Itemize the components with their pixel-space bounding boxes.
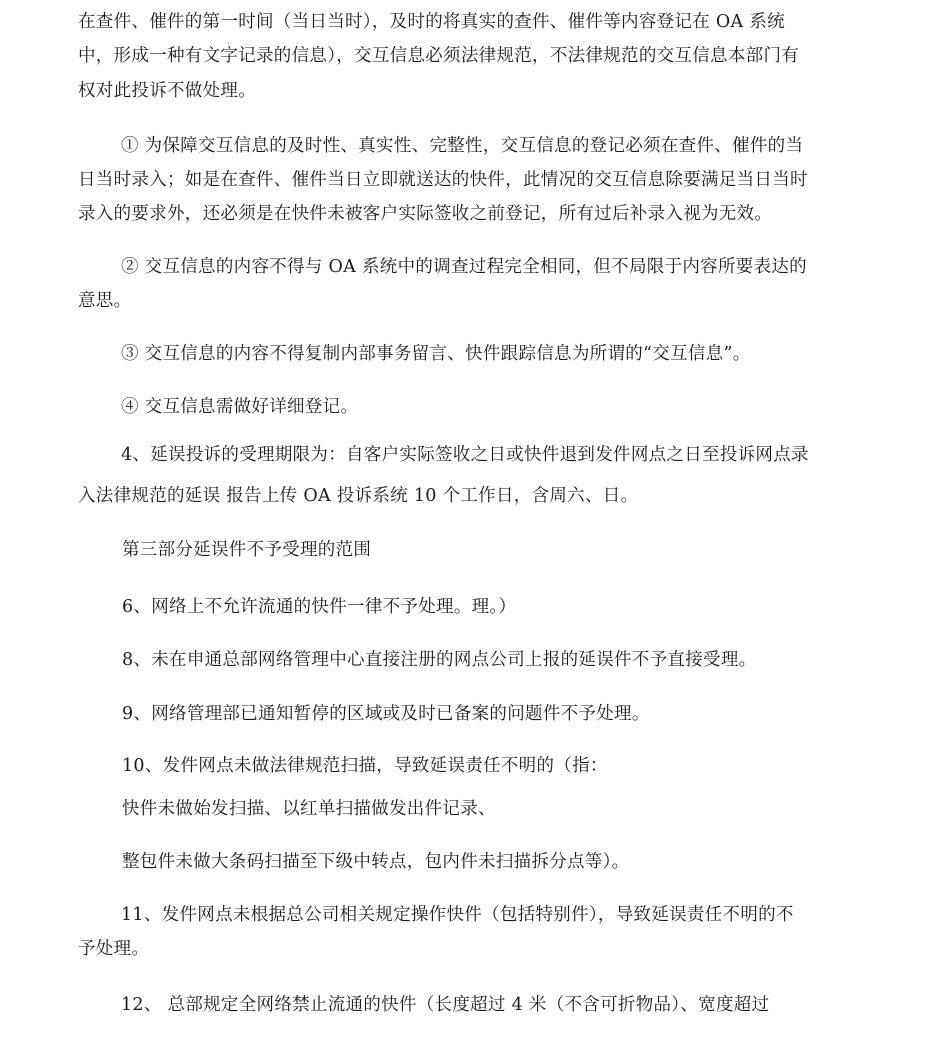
paragraph-line: 在查件、催件的第一时间（当日当时），及时的将真实的查件、催件等内容登记在 OA 系统 xyxy=(78,12,785,32)
list-item-4: ④ 交互信息需做好详细登记。 xyxy=(121,397,359,417)
paragraph-10-line: 整包件未做大条码扫描至下级中转点，包内件未扫描拆分点等）。 xyxy=(122,852,630,872)
paragraph-line: 中，形成一种有文字记录的信息），交互信息必须法律规范，不法律规范的交互信息本部门有 xyxy=(78,46,800,66)
paragraph-9: 9、网络管理部已通知暂停的区域或及时已备案的问题件不予处理。 xyxy=(122,704,650,724)
paragraph-6: 6、网络上不允许流通的快件一律不予处理。理。） xyxy=(122,597,517,617)
paragraph-4-line: 4、延误投诉的受理期限为：自客户实际签收之日或快件退到发件网点之日至投诉网点录 xyxy=(121,445,809,465)
paragraph-11-line: 11、发件网点未根据总公司相关规定操作快件（包括特别件），导致延误责任不明的不 xyxy=(121,905,794,925)
list-item-1-line: 日当时录入；如是在查件、催件当日立即就送达的快件，此情况的交互信息除要满足当日当时 xyxy=(78,170,808,190)
section-heading: 第三部分延误件不予受理的范围 xyxy=(122,540,372,560)
paragraph-11-line: 予处理。 xyxy=(78,939,150,959)
list-item-3: ③ 交互信息的内容不得复制内部事务留言、快件跟踪信息为所谓的“交互信息”。 xyxy=(121,344,751,364)
paragraph-10-line: 快件未做始发扫描、以红单扫描做发出件记录、 xyxy=(122,799,496,819)
list-item-1-line: 录入的要求外，还必须是在快件未被客户实际签收之前登记，所有过后补录入视为无效。 xyxy=(78,204,773,224)
paragraph-12: 12、 总部规定全网络禁止流通的快件（长度超过 4 米（不含可折物品）、宽度超过 xyxy=(121,995,770,1015)
list-item-2-line: ② 交互信息的内容不得与 OA 系统中的调查过程完全相同，但不局限于内容所要表达的 xyxy=(121,257,807,277)
list-item-2-line: 意思。 xyxy=(78,291,132,311)
paragraph-10-line: 10、发件网点未做法律规范扫描，导致延误责任不明的（指： xyxy=(122,756,608,776)
list-item-1-line: ① 为保障交互信息的及时性、真实性、完整性，交互信息的登记必须在查件、催件的当 xyxy=(121,136,804,156)
paragraph-line: 权对此投诉不做处理。 xyxy=(78,81,256,101)
paragraph-8: 8、未在申通总部网络管理中心直接注册的网点公司上报的延误件不予直接受理。 xyxy=(122,650,757,670)
paragraph-4-line: 入法律规范的延误 报告上传 OA 投诉系统 10 个工作日，含周六、日。 xyxy=(78,486,639,506)
